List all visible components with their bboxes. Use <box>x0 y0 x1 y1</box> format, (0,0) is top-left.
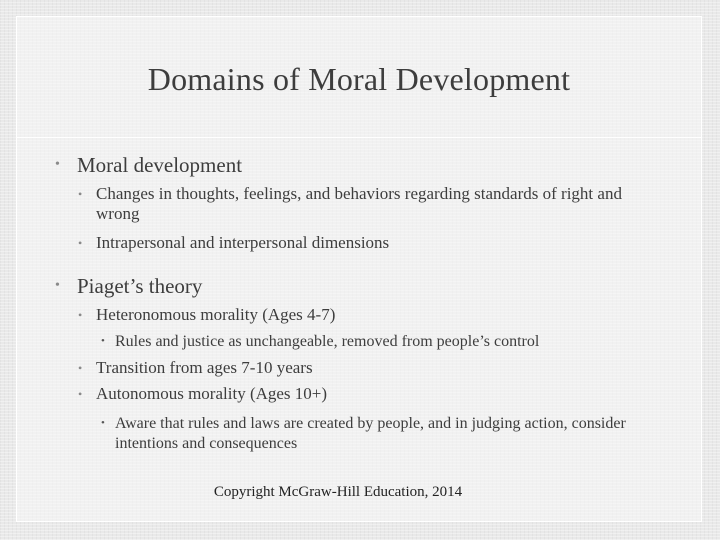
bullet-text: Moral development <box>77 153 243 177</box>
bullet-icon: • <box>78 387 83 401</box>
bullet-item <box>78 384 658 404</box>
bullet-item <box>101 332 671 352</box>
copyright-text: Copyright McGraw-Hill Education, 2014 <box>213 484 463 500</box>
bullet-item <box>78 184 658 224</box>
bullet-icon: • <box>78 361 83 375</box>
bullet-text: Intrapersonal and interpersonal dimensions <box>96 233 390 252</box>
bullet-item <box>55 154 675 176</box>
slide-title: Domains of Moral Development <box>147 61 571 97</box>
copyright-footer <box>0 484 720 501</box>
bullet-icon: • <box>78 187 83 201</box>
bullet-icon: • <box>101 417 105 429</box>
bullet-text: Rules and justice as unchangeable, removed from people’s control <box>115 333 540 350</box>
bullet-text: Autonomous morality (Ages 10+) <box>96 384 328 403</box>
bullet-icon: • <box>55 278 60 293</box>
bullet-text: Piaget’s theory <box>77 274 203 298</box>
bullet-text: Transition from ages 7-10 years <box>96 358 313 377</box>
bullet-item <box>55 275 675 297</box>
bullet-text: Aware that rules and laws are created by people, and in judging action, consider intentions and consequences <box>115 415 626 452</box>
bullet-item <box>78 233 658 253</box>
bullet-text: Heteronomous morality (Ages 4-7) <box>96 305 336 324</box>
bullet-icon: • <box>55 157 60 172</box>
bullet-item <box>101 414 666 454</box>
bullet-icon: • <box>78 308 83 322</box>
bullet-icon: • <box>101 335 105 347</box>
bullet-icon: • <box>78 236 83 250</box>
bullet-item <box>78 358 658 378</box>
bullet-text: Changes in thoughts, feelings, and behaviors regarding standards of right and wrong <box>96 184 622 223</box>
bullet-item <box>78 305 658 325</box>
